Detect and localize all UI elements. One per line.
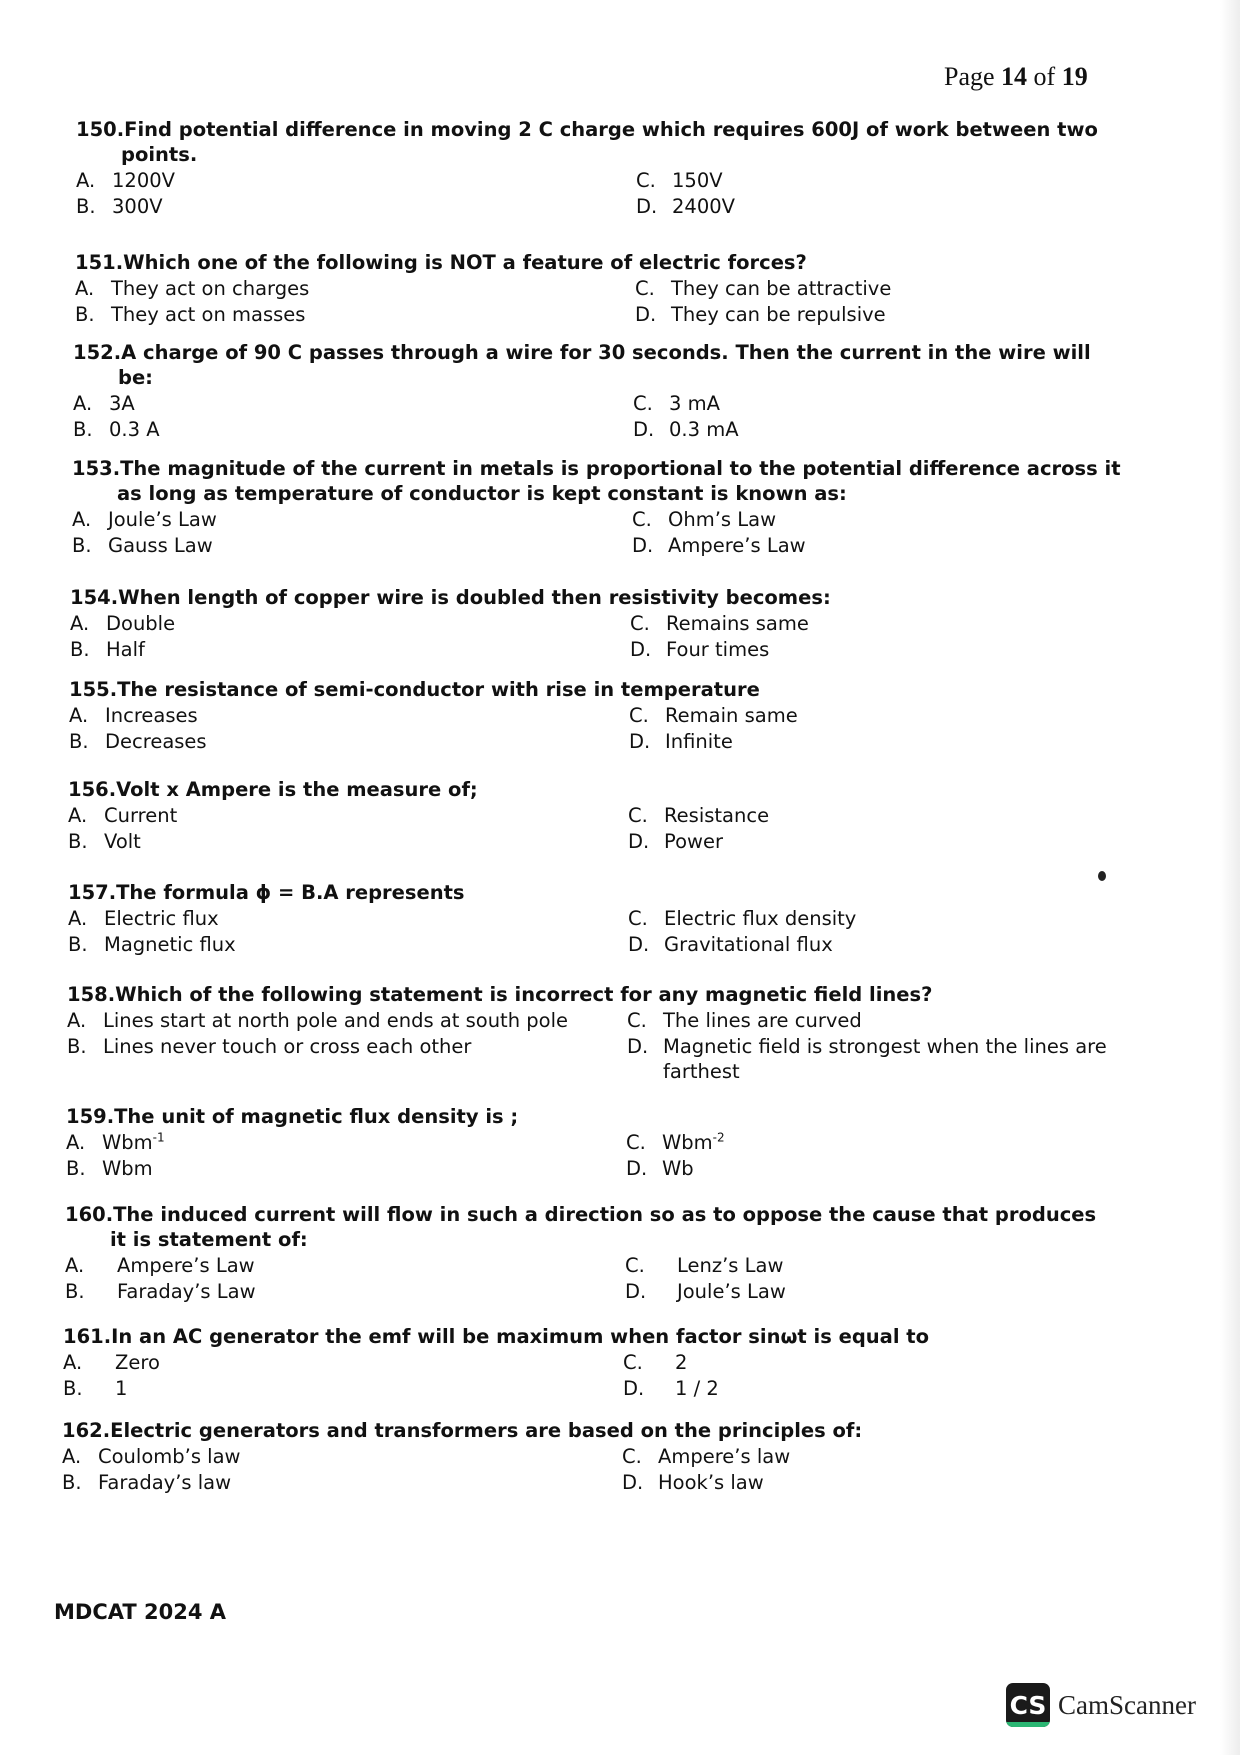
options-grid xyxy=(72,507,1122,558)
option-a xyxy=(75,276,635,302)
question-body: The formula ϕ = B.A represents xyxy=(116,881,465,904)
option-letter: D. xyxy=(636,194,658,218)
option-d xyxy=(627,1034,1107,1085)
question-155 xyxy=(69,677,1119,754)
option-text: Wbm xyxy=(102,1156,153,1180)
question-text xyxy=(76,117,1126,167)
option-c xyxy=(635,276,1115,302)
option-letter: C. xyxy=(625,1254,645,1277)
option-c xyxy=(632,507,1112,533)
question-text xyxy=(66,1104,1116,1129)
option-text: Electric flux xyxy=(104,907,219,930)
option-d xyxy=(629,729,1109,755)
option-letter: B. xyxy=(66,1156,86,1180)
question-text xyxy=(73,340,1123,390)
option-a xyxy=(73,391,633,417)
option-c xyxy=(622,1444,1102,1470)
option-a xyxy=(68,803,628,829)
option-b xyxy=(69,729,629,755)
option-text: 2400V xyxy=(672,194,735,218)
question-body: Which one of the following is NOT a feature of electric forces? xyxy=(123,251,807,274)
question-body: In an AC generator the emf will be maximum when factor sinωt is equal to xyxy=(111,1325,930,1348)
option-b xyxy=(75,302,635,328)
question-text xyxy=(67,982,1117,1007)
option-text: They act on masses xyxy=(111,302,306,326)
question-160 xyxy=(65,1202,1115,1304)
option-c xyxy=(629,703,1109,729)
option-text: Infinite xyxy=(665,729,733,753)
option-letter: A. xyxy=(67,1009,87,1032)
option-letter: B. xyxy=(67,1034,87,1058)
question-body: The unit of magnetic flux density is ; xyxy=(114,1105,519,1128)
question-158 xyxy=(67,982,1117,1085)
option-text: 1200V xyxy=(112,169,175,192)
options-grid xyxy=(76,168,1126,219)
question-text xyxy=(68,880,1118,905)
option-text: Joule’s Law xyxy=(108,508,217,531)
option-text: The lines are curved xyxy=(663,1009,862,1032)
option-text: Joule’s Law xyxy=(677,1279,786,1303)
option-letter: C. xyxy=(622,1445,642,1468)
question-body: Which of the following statement is incorrect for any magnetic field lines? xyxy=(115,983,933,1006)
option-letter: B. xyxy=(76,194,96,218)
option-c xyxy=(636,168,1116,194)
option-b xyxy=(76,194,636,220)
option-a xyxy=(76,168,636,194)
option-a xyxy=(69,703,629,729)
camscanner-logo-icon: CS xyxy=(1006,1683,1050,1727)
option-a xyxy=(72,507,632,533)
option-text: Hook’s law xyxy=(658,1470,764,1494)
option-letter: C. xyxy=(628,907,648,930)
option-text: Lenz’s Law xyxy=(677,1254,784,1277)
question-number: 155. xyxy=(69,678,118,701)
option-letter: D. xyxy=(626,1156,648,1180)
question-150 xyxy=(76,117,1126,219)
question-text xyxy=(63,1324,1113,1349)
options-grid xyxy=(70,611,1120,662)
option-text: Wbm$^{-1}$ xyxy=(102,1130,165,1154)
option-text: Remains same xyxy=(666,612,809,635)
options-grid xyxy=(68,906,1118,957)
option-b xyxy=(67,1034,627,1085)
question-text xyxy=(69,677,1119,702)
page-number: Page 14 of 19 xyxy=(944,62,1088,91)
question-body: The magnitude of the current in metals is proportional to the potential difference across it as long as temperature of conductor is kept constant is known as: xyxy=(117,457,1121,505)
option-d xyxy=(623,1376,1103,1402)
option-a xyxy=(66,1130,626,1156)
question-body: Find potential difference in moving 2 C charge which requires 600J of work between two points. xyxy=(121,118,1098,166)
option-letter: A. xyxy=(70,612,90,635)
option-text: Remain same xyxy=(665,704,798,727)
option-letter: A. xyxy=(72,508,92,531)
question-156 xyxy=(68,777,1118,854)
question-number: 160. xyxy=(65,1203,114,1226)
option-text: Increases xyxy=(105,704,198,727)
option-text: Double xyxy=(106,612,176,635)
option-letter: B. xyxy=(68,932,88,956)
option-letter: D. xyxy=(630,637,652,661)
option-text: 0.3 mA xyxy=(669,417,739,441)
option-c xyxy=(625,1253,1105,1279)
question-text xyxy=(72,456,1122,506)
option-text: Ampere’s Law xyxy=(117,1254,255,1277)
option-b xyxy=(68,932,628,958)
option-text: 3A xyxy=(109,392,135,415)
option-superscript: -1 xyxy=(152,1130,165,1145)
option-text: Volt xyxy=(104,829,141,853)
option-text: Power xyxy=(664,829,723,853)
option-text: Gauss Law xyxy=(108,533,213,557)
question-number: 158. xyxy=(67,983,116,1006)
question-159 xyxy=(66,1104,1116,1181)
option-text: They can be repulsive xyxy=(671,302,886,326)
option-text: 3 mA xyxy=(669,392,720,415)
option-letter: D. xyxy=(627,1034,649,1058)
option-c xyxy=(623,1350,1103,1376)
question-number: 157. xyxy=(68,881,117,904)
options-grid xyxy=(73,391,1123,442)
question-152 xyxy=(73,340,1123,442)
option-d xyxy=(628,829,1108,855)
option-letter: C. xyxy=(627,1009,647,1032)
option-a xyxy=(68,906,628,932)
option-b xyxy=(63,1376,623,1402)
question-body: The resistance of semi-conductor with rise in temperature xyxy=(117,678,760,701)
option-c xyxy=(633,391,1113,417)
question-154 xyxy=(70,585,1120,662)
question-157 xyxy=(68,880,1118,957)
option-d xyxy=(622,1470,1102,1496)
option-letter: A. xyxy=(73,392,93,415)
option-letter: D. xyxy=(623,1376,645,1400)
option-text: Four times xyxy=(666,637,770,661)
question-number: 162. xyxy=(62,1419,111,1442)
option-text: Zero xyxy=(115,1351,160,1374)
option-letter: A. xyxy=(68,804,88,827)
question-number: 154. xyxy=(70,586,119,609)
option-letter: C. xyxy=(629,704,649,727)
option-letter: B. xyxy=(65,1279,85,1303)
option-letter: D. xyxy=(628,829,650,853)
question-162 xyxy=(62,1418,1112,1495)
option-text: Lines never touch or cross each other xyxy=(103,1034,472,1058)
question-number: 156. xyxy=(68,778,117,801)
option-c xyxy=(628,803,1108,829)
option-text: 300V xyxy=(112,194,163,218)
question-153 xyxy=(72,456,1122,558)
option-d xyxy=(626,1156,1106,1182)
option-text: Electric flux density xyxy=(664,907,857,930)
option-text: Wbm$^{-2}$ xyxy=(662,1130,725,1154)
option-letter: C. xyxy=(632,508,652,531)
option-b xyxy=(65,1279,625,1305)
options-grid xyxy=(67,1008,1117,1085)
camscanner-name: CamScanner xyxy=(1058,1689,1196,1720)
option-letter: A. xyxy=(68,907,88,930)
option-c xyxy=(626,1130,1106,1156)
option-letter: B. xyxy=(69,729,89,753)
question-text xyxy=(65,1202,1115,1252)
option-letter: A. xyxy=(69,704,89,727)
option-text: Ampere’s law xyxy=(658,1445,791,1468)
option-text: Coulomb’s law xyxy=(98,1445,241,1468)
options-grid xyxy=(66,1130,1116,1181)
option-text: Ohm’s Law xyxy=(668,508,777,531)
scan-speck xyxy=(1098,871,1106,881)
option-text: Magnetic flux xyxy=(104,932,236,956)
option-text: They act on charges xyxy=(111,277,310,300)
scan-edge-shadow xyxy=(1220,0,1240,1755)
question-body: A charge of 90 C passes through a wire for 30 seconds. Then the current in the wire will be: xyxy=(118,341,1091,389)
option-text: 2 xyxy=(675,1351,688,1374)
option-text: 0.3 A xyxy=(109,417,160,441)
option-letter: A. xyxy=(65,1254,85,1277)
option-text: Lines start at north pole and ends at south pole xyxy=(103,1009,568,1032)
question-body: When length of copper wire is doubled then resistivity becomes: xyxy=(118,586,831,609)
camscanner-watermark xyxy=(1006,1683,1196,1727)
option-c xyxy=(630,611,1110,637)
option-d xyxy=(635,302,1115,328)
option-letter: D. xyxy=(628,932,650,956)
question-number: 151. xyxy=(75,251,124,274)
option-b xyxy=(73,417,633,443)
option-c xyxy=(628,906,1108,932)
question-number: 161. xyxy=(63,1325,112,1348)
option-d xyxy=(636,194,1116,220)
question-text xyxy=(68,777,1118,802)
question-number: 153. xyxy=(72,457,121,480)
option-d xyxy=(632,533,1112,559)
question-body: Electric generators and transformers are based on the principles of: xyxy=(110,1419,863,1442)
option-letter: D. xyxy=(625,1279,647,1303)
options-grid xyxy=(75,276,1125,327)
option-d xyxy=(628,932,1108,958)
question-number: 152. xyxy=(73,341,122,364)
option-b xyxy=(66,1156,626,1182)
options-grid xyxy=(65,1253,1115,1304)
question-161 xyxy=(63,1324,1113,1401)
option-b xyxy=(62,1470,622,1496)
option-letter: C. xyxy=(626,1131,646,1154)
option-d xyxy=(625,1279,1105,1305)
option-letter: D. xyxy=(629,729,651,753)
option-letter: A. xyxy=(76,169,96,192)
option-a xyxy=(65,1253,625,1279)
option-text: 1 xyxy=(115,1376,128,1400)
option-text: Faraday’s law xyxy=(98,1470,232,1494)
option-letter: C. xyxy=(630,612,650,635)
option-letter: A. xyxy=(75,277,95,300)
option-a xyxy=(67,1008,627,1034)
option-b xyxy=(70,637,630,663)
option-letter: D. xyxy=(622,1470,644,1494)
option-a xyxy=(70,611,630,637)
option-letter: C. xyxy=(623,1351,643,1374)
option-text: Ampere’s Law xyxy=(668,533,806,557)
option-letter: A. xyxy=(66,1131,86,1154)
options-grid xyxy=(68,803,1118,854)
option-text: Magnetic field is strongest when the lines are farthest xyxy=(663,1034,1107,1083)
option-d xyxy=(633,417,1113,443)
option-text: Half xyxy=(106,637,145,661)
option-text: 1 / 2 xyxy=(675,1376,719,1400)
question-number: 150. xyxy=(76,118,125,141)
options-grid xyxy=(62,1444,1112,1495)
option-b xyxy=(68,829,628,855)
question-body: Volt x Ampere is the measure of; xyxy=(116,778,478,801)
option-letter: B. xyxy=(75,302,95,326)
option-text: Wb xyxy=(662,1156,694,1180)
option-letter: A. xyxy=(62,1445,82,1468)
option-letter: C. xyxy=(633,392,653,415)
options-grid xyxy=(63,1350,1113,1401)
option-a xyxy=(62,1444,622,1470)
option-text: They can be attractive xyxy=(671,277,892,300)
option-superscript: -2 xyxy=(712,1130,725,1145)
option-d xyxy=(630,637,1110,663)
option-letter: D. xyxy=(633,417,655,441)
option-letter: B. xyxy=(68,829,88,853)
exam-code: MDCAT 2024 A xyxy=(54,1600,227,1624)
question-number: 159. xyxy=(66,1105,115,1128)
option-letter: D. xyxy=(632,533,654,557)
option-letter: B. xyxy=(73,417,93,441)
option-letter: B. xyxy=(63,1376,83,1400)
option-letter: C. xyxy=(636,169,656,192)
question-body: The induced current will flow in such a direction so as to oppose the cause that produces it is statement of: xyxy=(110,1203,1097,1251)
option-letter: B. xyxy=(70,637,90,661)
question-text xyxy=(62,1418,1112,1443)
option-letter: B. xyxy=(62,1470,82,1494)
option-text: 150V xyxy=(672,169,723,192)
option-text: Gravitational flux xyxy=(664,932,833,956)
option-letter: C. xyxy=(628,804,648,827)
option-letter: D. xyxy=(635,302,657,326)
question-151 xyxy=(75,250,1125,327)
option-text: Current xyxy=(104,804,178,827)
option-c xyxy=(627,1008,1107,1034)
question-text xyxy=(75,250,1125,275)
option-b xyxy=(72,533,632,559)
options-grid xyxy=(69,703,1119,754)
option-letter: B. xyxy=(72,533,92,557)
option-letter: C. xyxy=(635,277,655,300)
option-text: Resistance xyxy=(664,804,770,827)
question-text xyxy=(70,585,1120,610)
option-a xyxy=(63,1350,623,1376)
option-text: Decreases xyxy=(105,729,207,753)
option-letter: A. xyxy=(63,1351,83,1374)
option-text: Faraday’s Law xyxy=(117,1279,256,1303)
